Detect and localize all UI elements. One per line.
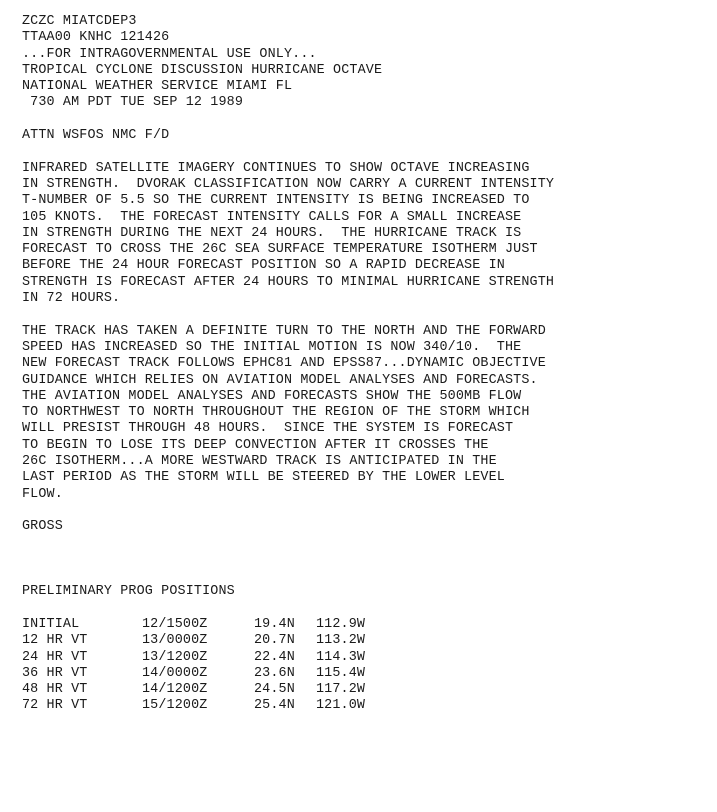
text-line: BEFORE THE 24 HOUR FORECAST POSITION SO A RAPID DECREASE IN [22,258,505,274]
position-time: 14/0000Z [142,665,208,681]
position-lat: 24.5N [254,682,295,698]
position-time: 14/1200Z [142,682,208,698]
text-line: 26C ISOTHERM...A MORE WESTWARD TRACK IS ANTICIPATED IN THE [22,454,497,470]
header-line: TTAA00 KNHC 121426 [22,30,170,46]
position-time: 12/1500Z [142,616,208,632]
position-label: INITIAL [22,616,80,632]
text-line: IN 72 HOURS. [22,291,121,307]
text-line: IN STRENGTH DURING THE NEXT 24 HOURS. THE HURRICANE TRACK IS [22,225,522,241]
position-row [22,666,717,682]
position-label: 36 HR VT [22,665,88,681]
position-lat: 22.4N [254,649,295,665]
paragraph-intensity [22,161,717,308]
header-line: ...FOR INTRAGOVERNMENTAL USE ONLY... [22,46,317,62]
issuing-office: NATIONAL WEATHER SERVICE MIAMI FL [22,79,293,95]
attn-line: ATTN WSFOS NMC F/D [22,128,170,144]
position-row [22,682,717,698]
forecaster-signature: GROSS [22,519,63,535]
position-time: 15/1200Z [142,698,208,714]
text-line: IN STRENGTH. DVORAK CLASSIFICATION NOW CARRY A CURRENT INTENSITY [22,176,555,192]
prog-positions [22,584,717,714]
position-lat: 23.6N [254,665,295,681]
text-line: LAST PERIOD AS THE STORM WILL BE STEERED BY THE LOWER LEVEL [22,470,505,486]
paragraph-track [22,324,717,503]
position-lat: 19.4N [254,616,295,632]
position-lat: 25.4N [254,698,295,714]
text-line: NEW FORECAST TRACK FOLLOWS EPHC81 AND EPSS87...DYNAMIC OBJECTIVE [22,356,546,372]
position-row [22,698,717,714]
text-line: WILL PRESIST THROUGH 48 HOURS. SINCE THE SYSTEM IS FORECAST [22,421,514,437]
position-lon: 117.2W [316,682,366,698]
position-row [22,650,717,666]
position-label: 72 HR VT [22,698,88,714]
text-line: TO NORTHWEST TO NORTH THROUGHOUT THE REGION OF THE STORM WHICH [22,405,530,421]
position-label: 24 HR VT [22,649,88,665]
position-lon: 113.2W [316,633,366,649]
position-lon: 121.0W [316,698,366,714]
position-lon: 114.3W [316,649,366,665]
text-line: T-NUMBER OF 5.5 SO THE CURRENT INTENSITY IS BEING INCREASED TO [22,193,530,209]
position-label: 12 HR VT [22,633,88,649]
text-line: FORECAST TO CROSS THE 26C SEA SURFACE TEMPERATURE ISOTHERM JUST [22,242,538,258]
text-line: TO BEGIN TO LOSE ITS DEEP CONVECTION AFTER IT CROSSES THE [22,437,489,453]
text-line: THE AVIATION MODEL ANALYSES AND FORECASTS SHOW THE 500MB FLOW [22,388,522,404]
position-lon: 115.4W [316,665,366,681]
issue-time: 730 AM PDT TUE SEP 12 1989 [22,95,244,111]
positions-title: PRELIMINARY PROG POSITIONS [22,584,235,600]
text-line: SPEED HAS INCREASED SO THE INITIAL MOTION IS NOW 340/10. THE [22,339,522,355]
position-lon: 112.9W [316,616,366,632]
text-line: STRENGTH IS FORECAST AFTER 24 HOURS TO MINIMAL HURRICANE STRENGTH [22,274,555,290]
header-line: ZCZC MIATCDEP3 [22,14,137,29]
position-time: 13/0000Z [142,633,208,649]
position-row [22,633,717,649]
position-row [22,617,717,633]
position-time: 13/1200Z [142,649,208,665]
text-line: 105 KNOTS. THE FORECAST INTENSITY CALLS FOR A SMALL INCREASE [22,209,522,225]
position-lat: 20.7N [254,633,295,649]
text-line: FLOW. [22,486,63,502]
text-line: INFRARED SATELLITE IMAGERY CONTINUES TO SHOW OCTAVE INCREASING [22,160,530,176]
text-line: THE TRACK HAS TAKEN A DEFINITE TURN TO THE NORTH AND THE FORWARD [22,323,546,339]
header-block [22,14,717,112]
text-line: GUIDANCE WHICH RELIES ON AVIATION MODEL ANALYSES AND FORECASTS. [22,372,538,388]
document-title: TROPICAL CYCLONE DISCUSSION HURRICANE OCTAVE [22,62,383,78]
position-label: 48 HR VT [22,682,88,698]
